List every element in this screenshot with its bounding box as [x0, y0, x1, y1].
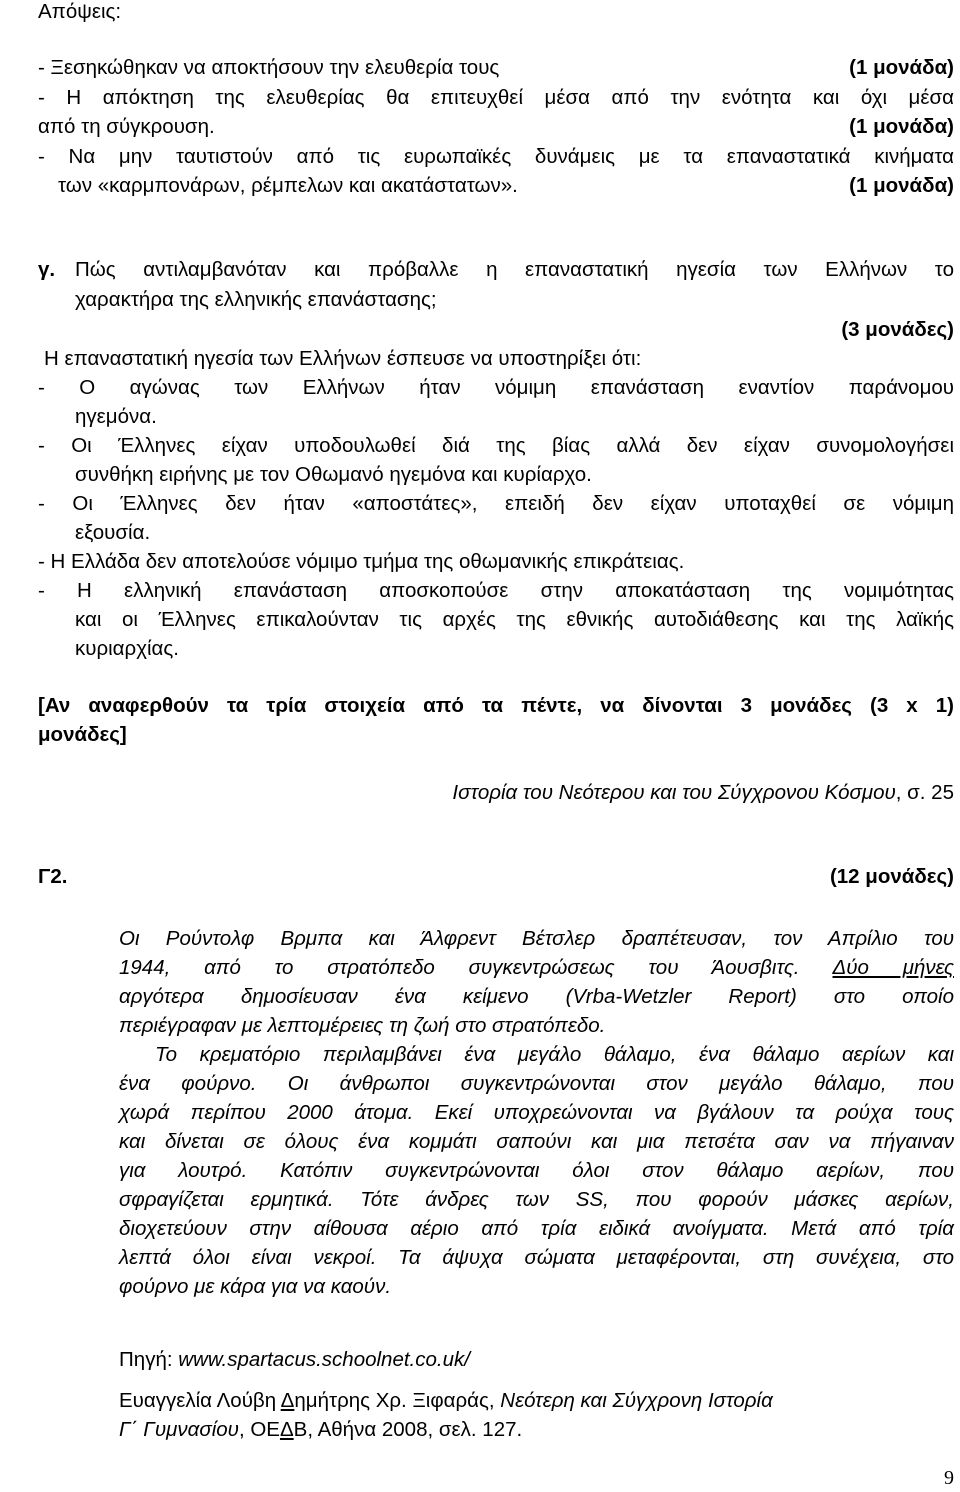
- answer-bullet-1b: ηγεμόνα.: [75, 405, 157, 428]
- g2-text-11: διοχετεύουν στην αίθουσα αέριο από τρία ειδικά ανοίγματα. Μετά από τρία: [119, 1217, 954, 1240]
- g2-citation-line-1: [119, 1389, 773, 1413]
- answer-bullet-1a: - Ο αγώνας των Ελλήνων ήταν νόμιμη επανάσταση εναντίον παράνομου: [38, 376, 954, 399]
- g2-publisher-a: , ΟΕ: [238, 1418, 280, 1441]
- answer-bullet-5c: κυριαρχίας.: [75, 637, 179, 660]
- answer-bullet-3b: εξουσία.: [75, 521, 151, 544]
- opinions-header: Απόψεις:: [38, 0, 122, 23]
- opinion-line-2: - Η απόκτηση της ελευθερίας θα επιτευχθεί μέσα από την ενότητα και όχι μέσα: [38, 86, 954, 109]
- source-book-title: Ιστορία του Νεότερου και του Σύγχρονου Κόσμου: [452, 781, 896, 804]
- g2-authors-b: ημήτρης Χρ. Ξιφαράς,: [294, 1389, 501, 1412]
- question-c-source: [452, 781, 954, 805]
- g2-text-2-underlined: Δύο μήνες: [832, 956, 954, 979]
- g2-citation-line-2: [119, 1418, 522, 1442]
- answer-bullet-2a: - Οι Έλληνες είχαν υποδουλωθεί διά της βίας αλλά δεν είχαν συνομολογήσει: [38, 434, 954, 457]
- answer-bullet-5b: και οι Έλληνες επικαλούνταν τις αρχές της εθνικής αυτοδιάθεσης και της λαϊκής: [75, 608, 954, 631]
- question-c-points: (3 μονάδες): [841, 318, 954, 341]
- question-c-label: γ.: [38, 258, 56, 281]
- g2-points: (12 μονάδες): [829, 865, 954, 888]
- g2-authors-underlined: Δ: [280, 1389, 295, 1412]
- answer-bullet-3a: - Οι Έλληνες δεν ήταν «αποστάτες», επειδή δεν είχαν υποταχθεί σε νόμιμη: [38, 492, 954, 515]
- g2-text-13: φούρνο με κάρα για να καούν.: [119, 1275, 392, 1298]
- g2-text-9: για λουτρό. Κατόπιν συγκεντρώνονται όλοι στον θάλαμο αερίων, που: [119, 1159, 954, 1182]
- opinion-line-2b: από τη σύγκρουση.: [38, 115, 215, 138]
- g2-publisher-b: Β, Αθήνα 2008, σελ. 127.: [293, 1418, 523, 1441]
- g2-text-8: και δίνεται σε όλους ένα κομμάτι σαπούνι και μια πετσέτα σαν να πήγαιναν: [119, 1130, 954, 1153]
- g2-text-10: σφραγίζεται ερμητικά. Τότε άνδρες των SS, που φορούν μάσκες αερίων,: [119, 1188, 954, 1211]
- g2-authors-a: Ευαγγελία Λούβη: [119, 1389, 281, 1412]
- g2-text-2: [119, 956, 954, 980]
- g2-text-4: περιέγραφαν με λεπτομέρειες τη ζωή στο στρατόπεδο.: [119, 1014, 606, 1037]
- grading-note-2: μονάδες]: [38, 723, 127, 746]
- g2-label: Γ2.: [38, 865, 68, 888]
- g2-text-6: ένα φούρνο. Οι άνθρωποι συγκεντρώνονται στον μεγάλο θάλαμο, που: [119, 1072, 954, 1095]
- g2-text-2-main: 1944, από το στρατόπεδο συγκεντρώσεως του Άουσβιτς.: [119, 956, 800, 979]
- opinion-1-points: (1 μονάδα): [849, 56, 954, 79]
- source-page: , σ. 25: [895, 781, 954, 804]
- answer-bullet-4: - Η Ελλάδα δεν αποτελούσε νόμιμο τμήμα της οθωμανικής επικράτειας.: [38, 550, 685, 573]
- g2-text-7: χωρά περίπου 2000 άτομα. Εκεί υποχρεώνονται να βγάλουν τα ρούχα τους: [119, 1101, 954, 1124]
- question-c-text-2: χαρακτήρα της ελληνικής επανάστασης;: [75, 288, 437, 311]
- opinion-line-1: - Ξεσηκώθηκαν να αποκτήσουν την ελευθερία τους: [38, 56, 500, 79]
- opinion-2-points: (1 μονάδα): [849, 115, 954, 138]
- g2-book-title-a: Νεότερη και Σύγχρονη Ιστορία: [500, 1389, 773, 1412]
- answer-bullet-5a: - Η ελληνική επανάσταση αποσκοπούσε στην αποκατάσταση της νομιμότητας: [38, 579, 954, 602]
- g2-text-1: Οι Ρούντολφ Βρμπα και Άλφρεντ Βέτσλερ δραπέτευσαν, τον Απρίλιο του: [119, 927, 954, 950]
- question-c-intro: Η επαναστατική ηγεσία των Ελλήνων έσπευσε να υποστηρίξει ότι:: [44, 347, 642, 370]
- g2-text-3: αργότερα δημοσίευσαν ένα κείμενο (Vrba-Wetzler Report) στο οποίο: [119, 985, 954, 1008]
- g2-source-url: www.spartacus.schoolnet.co.uk/: [178, 1348, 470, 1371]
- grading-note-1: [Αν αναφερθούν τα τρία στοιχεία από τα πέντε, να δίνονται 3 μονάδες (3 x 1): [38, 694, 954, 717]
- g2-book-title-b: Γ΄ Γυμνασίου: [119, 1418, 239, 1441]
- opinion-line-3: - Να μην ταυτιστούν από τις ευρωπαϊκές δυνάμεις με τα επαναστατικά κινήματα: [38, 145, 954, 168]
- question-c-text-1: Πώς αντιλαμβανόταν και πρόβαλλε η επαναστατική ηγεσία των Ελλήνων το: [75, 258, 954, 281]
- g2-text-12: λεπτά όλοι είναι νεκροί. Τα άψυχα σώματα μεταφέρονται, στη συνέχεια, στο: [119, 1246, 954, 1269]
- page-number: 9: [944, 1467, 954, 1489]
- g2-source: [119, 1348, 470, 1372]
- g2-publisher-underlined: Δ: [279, 1418, 294, 1441]
- g2-source-label: Πηγή:: [119, 1348, 179, 1371]
- g2-text-5: Το κρεματόριο περιλαμβάνει ένα μεγάλο θάλαμο, ένα θάλαμο αερίων και: [155, 1043, 954, 1066]
- answer-bullet-2b: συνθήκη ειρήνης με τον Οθωμανό ηγεμόνα και κυρίαρχο.: [75, 463, 592, 486]
- opinion-line-3b: των «καρμπονάρων, ρέμπελων και ακατάστατων».: [58, 174, 518, 197]
- opinion-3-points: (1 μονάδα): [849, 174, 954, 197]
